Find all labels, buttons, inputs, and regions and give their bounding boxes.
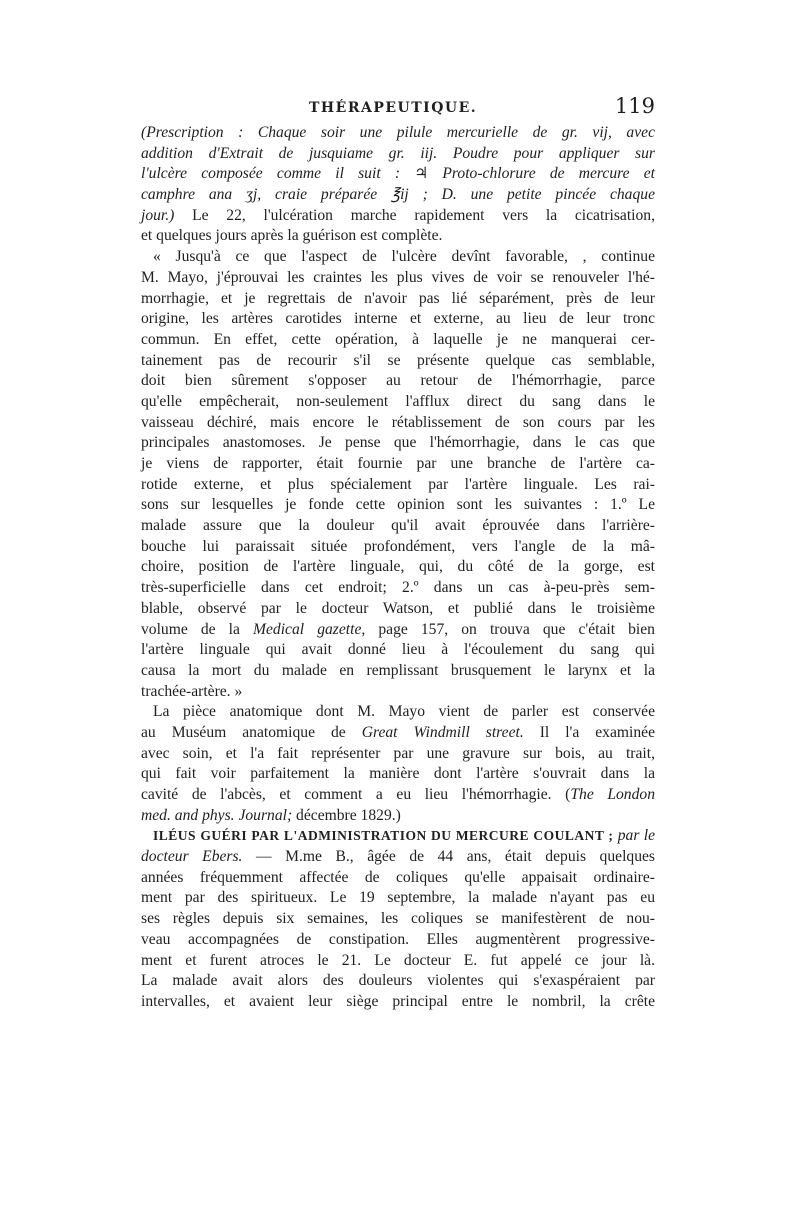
text-line: addition d'Extrait de jusquiame gr. iij. Poudre pour appliquer sur (141, 144, 655, 162)
text-line (141, 806, 655, 827)
page-header (141, 94, 655, 124)
text-line: trachée-artère. » (141, 682, 243, 700)
text-segment: Medical gazette, (253, 620, 366, 638)
text-line: blable, observé par le docteur Watson, et publié dans le troisième (141, 599, 655, 617)
text-line: causa la mort du malade en remplissant brusquement le larynx et la (141, 661, 655, 679)
text-line: camphre ana ʒj, craie préparée ℥ij ; D. une petite pincée chaque (141, 186, 655, 204)
text-segment: Il l'a examinée (523, 723, 655, 741)
text-line: choire, position de l'artère linguale, qui, du côté de la gorge, est (141, 558, 655, 576)
section-heading-line (141, 826, 655, 847)
text-line (141, 723, 655, 744)
text-line (141, 206, 655, 227)
text-line: et quelques jours après la guérison est complète. (141, 227, 443, 245)
running-title: THÉRAPEUTIQUE. (309, 100, 478, 116)
text-line (141, 847, 655, 868)
text-segment: Great Windmill street. (361, 723, 524, 741)
text-line: morrhagie, et je regrettais de n'avoir pas lié séparément, près de leur (141, 289, 655, 307)
text-line: bouche lui paraissait située profondément, vers l'angle de la mâ- (141, 537, 655, 555)
text-line: commun. En effet, cette opération, à laquelle je ne manquerai cer- (141, 330, 655, 348)
text-line: l'ulcère composée comme il suit : ♃ Proto-chlorure de mercure et (141, 165, 655, 183)
text-line: principales anastomoses. Je pense que l'hémorrhagie, dans le cas que (141, 434, 655, 452)
text-segment: au Muséum anatomique de (141, 723, 362, 741)
text-line: doit bien sûrement s'opposer au retour de l'hémorrhagie, parce (141, 372, 655, 390)
text-line: origine, les artères carotides interne et externe, au lieu de leur tronc (141, 310, 655, 328)
text-segment: cavité de l'abcès, et comment a eu lieu l'hémorrhagie. ( (141, 786, 571, 803)
text-segment: docteur Ebers. (141, 848, 243, 866)
text-line: malade assure que la douleur qu'il avait éprouvée dans l'arrière- (141, 517, 655, 535)
text-line: qu'elle empêcherait, non-seulement l'afflux direct du sang dans le (141, 392, 655, 410)
text-segment: volume de la (141, 620, 254, 638)
body-text (141, 123, 655, 1013)
text-line: avec soin, et l'a fait représenter par une gravure sur bois, au trait, (141, 744, 655, 762)
text-line: ment et furent atroces le 21. Le docteur E. fut appelé ce jour là. (141, 951, 655, 969)
text-line: ses règles depuis six semaines, les coliques se manifestèrent de nou- (141, 910, 655, 928)
text-line: rotide externe, et plus spécialement par l'artère linguale. Les rai- (141, 475, 655, 493)
page-number: 119 (614, 94, 655, 118)
text-segment: par le (617, 827, 655, 845)
text-line (141, 620, 655, 641)
text-line: qui fait voir parfaitement la manière dont l'artère s'ouvrait dans la (141, 765, 655, 783)
text-line: « Jusqu'à ce que l'aspect de l'ulcère devînt favorable, , continue (153, 248, 655, 266)
text-line: (Prescription : Chaque soir une pilule mercurielle de gr. vij, avec (141, 124, 655, 141)
text-segment: décembre 1829.) (292, 806, 401, 824)
text-segment: The London (570, 786, 655, 803)
section-heading: ILÉUS GUÉRI PAR L'ADMINISTRATION DU MERCURE COULANT ; (153, 828, 618, 844)
text-line: sons sur lesquelles je fonde cette opinion sont les suivantes : 1.º Le (141, 496, 655, 514)
text-segment: med. and phys. Journal; (141, 806, 293, 824)
text-line: vaisseau déchiré, mais encore le rétablissement de son cours par les (141, 413, 655, 431)
text-line: très-superficielle dans cet endroit; 2.º dans un cas à-peu-près sem- (141, 579, 655, 597)
text-line (141, 785, 655, 806)
text-segment: — M.me B., âgée de 44 ans, était depuis quelques (242, 848, 655, 866)
text-line: M. Mayo, j'éprouvai les craintes les plus vives de voir se renouveler l'hé- (141, 268, 655, 286)
text-line: veau accompagnées de constipation. Elles augmentèrent progressive- (141, 930, 655, 948)
text-line: intervalles, et avaient leur siège principal entre le nombril, la crête (141, 992, 655, 1010)
text-line: l'artère linguale qui avait donné lieu à l'écoulement du sang qui (141, 641, 655, 659)
text-line: je viens de rapporter, était fournie par une branche de l'artère ca- (141, 455, 655, 472)
text-segment: Le 22, l'ulcération marche rapidement vers la cicatrisation, (174, 206, 655, 224)
text-segment: jour.) (141, 206, 175, 224)
text-segment: page 157, on trouva que c'était bien (365, 620, 655, 638)
text-line: ment par des spiritueux. Le 19 septembre, la malade n'ayant pas eu (141, 889, 655, 907)
text-line: La malade avait alors des douleurs violentes qui s'exaspéraient par (141, 972, 655, 990)
text-line: tainement pas de recourir s'il se présente quelque cas semblable, (141, 351, 655, 369)
text-line: années fréquemment affectée de coliques qu'elle appaisait ordinaire- (141, 868, 655, 886)
text-line: La pièce anatomique dont M. Mayo vient de parler est conservée (153, 703, 655, 721)
